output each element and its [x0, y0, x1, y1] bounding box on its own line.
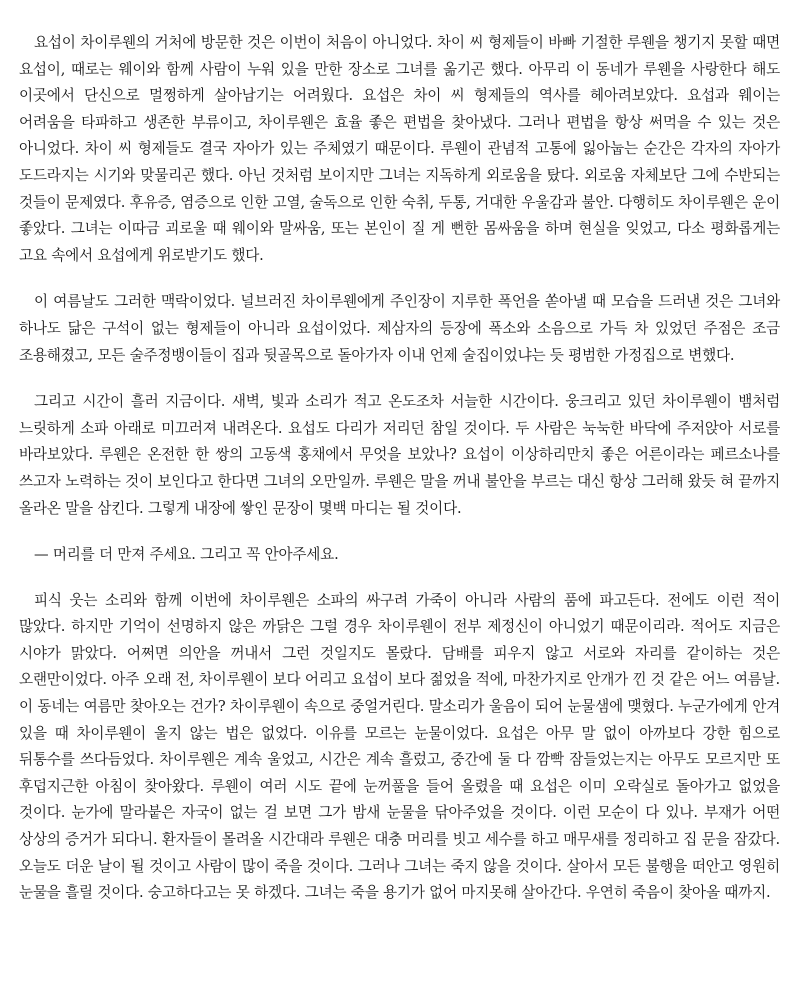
paragraph-dialogue: — 머리를 더 만져 주세요. 그리고 꼭 안아주세요.	[34, 546, 339, 564]
paragraph-1: 요섭이 차이루웬의 거처에 방문한 것은 이번이 처음이 아니었다. 차이 씨 형제들이 바빠 기절한 루웬을 챙기지 못할 때면 요섭이, 때로는 웨이와 함께 사람이 누워 있을 만한 장소로 그녀를 옮기곤 했다. 아무리 이 동네가 루웬을 사랑한다 해도 이곳에서 단신으로 멀쩡하게 살아남기는 어려웠다. 요섭은 차이 씨 형제들의 역사를 헤아려보았다. 요섭과 웨이는 어려움을 타파하고 생존한 부류이고, 차이루웬은 효율 좋은 편법을 찾아냈다. 그러나 편법을 항상 써먹을 수 있는 것은 아니었다. 차이 씨 형제들도 결국 자아가 있는 주체였기 때문이다. 루웬이 관념적 고통에 잃아눕는 순간은 각자의 자아가 도드라지는 시기와 맞물리곤 했다. 아닌 것처럼 보이지만 그녀는 지독하게 외로움을 탔다. 외로움 자체보단 그에 수반되는 것들이 문제였다. 후유증, 염증으로 인한 고열, 술독으로 인한 숙취, 두통, 거대한 우울감과 불안. 다행히도 차이루웬은 운이 좋았다. 그녀는 이따금 괴로울 때 웨이와 말싸움, 또는 본인이 질 게 뻔한 몸싸움을 하며 현실을 잊었고, 다소 평화롭게는 고요 속에서 요섭에게 위로받기도 했다.	[19, 34, 780, 264]
paragraph-5: 피식 웃는 소리와 함께 이번에 차이루웬은 소파의 싸구려 가죽이 아니라 사람의 품에 파고든다. 전에도 이런 적이 많았다. 하지만 기억이 선명하지 않은 까닭은 그럴 경우 차이루웬이 전부 제정신이 아니었기 때문이리라. 적어도 지금은 시야가 맑았다. 어쩌면 의안을 꺼내서 그런 것일지도 몰랐다. 담배를 피우지 않고 서로와 자리를 같이하는 것은 오랜만이었다. 아주 오래 전, 차이루웬이 보다 어리고 요섭이 보다 젊었을 적에, 마찬가지로 안개가 낀 것 같은 어느 여름날. 이 동네는 여름만 찾아오는 건가? 차이루웬이 속으로 중얼거린다. 말소리가 울음이 되어 눈물샘에 맺혔다. 누군가에게 안겨 있을 때 차이루웬이 울지 않는 법은 없었다. 이유를 모르는 눈물이었다. 요섭은 아무 말 없이 아까보다 강한 힘으로 뒤통수를 쓰다듬었다. 차이루웬은 계속 울었고, 시간은 계속 흘렀고, 중간에 둘 다 깜빡 잠들었는지는 아무도 모르지만 또 후덥지근한 아침이 찾아왔다. 루웬이 여러 시도 끝에 눈꺼풀을 들어 올렸을 때 요섭은 이미 오락실로 돌아가고 없었을 것이다. 눈가에 말라붙은 자국이 없는 걸 보면 그가 밤새 눈물을 닦아주었을 것이다. 이런 모순이 다 있나. 부재가 어떤 상상의 증거가 되다니. 환자들이 몰려올 시간대라 루웬은 대충 머리를 빗고 세수를 하고 매무새를 정리하고 집 문을 잠갔다. 오늘도 더운 날이 될 것이고 사람이 많이 죽을 것이다. 그러나 그녀는 죽지 않을 것이다. 살아서 모든 불행을 떠안고 영원히 눈물을 흘릴 것이다. 숭고하다고는 못 하겠다. 그녀는 죽을 용기가 없어 마지못해 살아간다. 우연히 죽음이 찾아올 때까지.	[19, 591, 780, 902]
paragraph-3: 그리고 시간이 흘러 지금이다. 새벽, 빛과 소리가 적고 온도조차 서늘한 시간이다. 웅크리고 있던 차이루웬이 뱀처럼 느릿하게 소파 아래로 미끄러져 내려온다. 요섭도 다리가 저리던 참일 것이다. 두 사람은 눅눅한 바닥에 주저앉아 서로를 바라보았다. 루웬은 온전한 한 쌍의 고동색 홍채에서 무엇을 보았나? 요섭이 이상하리만치 좋은 어른이라는 페르소나를 쓰고자 노력하는 것이 보인다고 한다면 그녀의 오만일까. 루웬은 말을 꺼내 불안을 부르는 대신 항상 그러해 왔듯 혀 끝까지 올라온 말을 삼킨다. 그렇게 내장에 쌓인 문장이 몇백 마디는 될 것이다.	[19, 393, 780, 517]
paragraph-2: 이 여름날도 그러한 맥락이었다. 널브러진 차이루웬에게 주인장이 지루한 폭언을 쏟아낼 때 모습을 드러낸 것은 그녀와 하나도 닮은 구석이 없는 형제들이 아니라 요섭이었다. 제삼자의 등장에 폭소와 소음으로 가득 차 있었던 주점은 조금 조용해졌고, 모든 술주정뱅이들이 집과 뒷골목으로 돌아가자 이내 언제 술집이었냐는 듯 평범한 가정집으로 변했다.	[19, 293, 780, 364]
